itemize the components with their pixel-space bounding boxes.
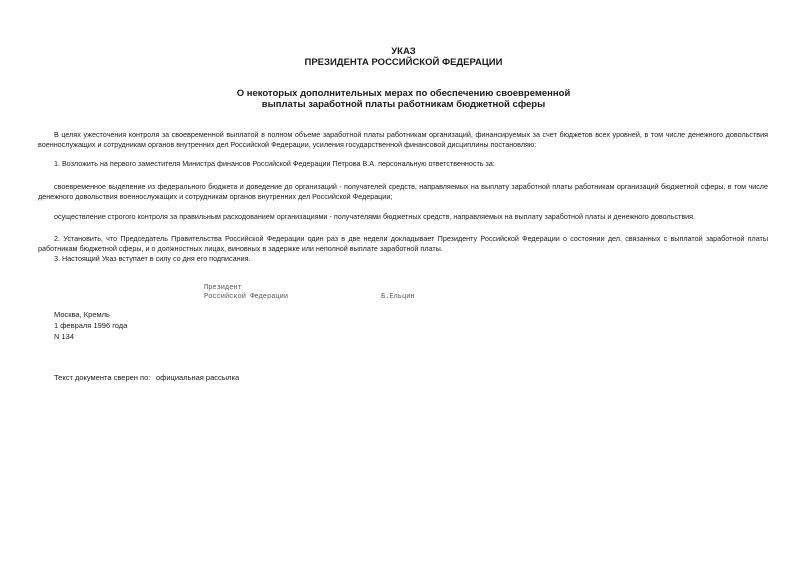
item-3-text: 3. Настоящий Указ вступает в силу со дня его подписания. [54,254,251,263]
item-1a-line-2: денежного довольствия военнослужащих и сотрудникам органов внутренних дел Российской Федерации; [38,192,393,201]
item-1-paragraph [38,159,768,169]
item-1-text: 1. Возложить на первого заместителя Министра финансов Российской Федерации Петрова В.А. персональную ответственность за: [54,159,495,168]
preamble-paragraph [38,130,768,150]
preamble-line-2: военнослужащих и сотрудникам органов внутренних дел Российской Федерации, усиления государственной финансовой дисциплины постановляю: [38,140,537,149]
issuer-title: ПРЕЗИДЕНТА РОССИЙСКОЙ ФЕДЕРАЦИИ [304,57,503,68]
signatory-title-line-2: Российской Федерации [204,293,289,301]
item-1a-paragraph [38,182,768,202]
document-type-title: УКАЗ [391,46,416,57]
preamble-line-1: В целях ужесточения контроля за своевременной выплатой в полном объеме заработной платы работникам организаций, финансируемых за счет бюджетов всех уровней, в том числе денежного довольствия [54,130,768,139]
signatory-title-line-1: Президент [204,284,242,292]
item-1b-paragraph [38,212,768,222]
verification-source: официальная рассылка [156,373,240,382]
signing-date: 1 февраля 1996 года [54,321,128,330]
document-number: N 134 [54,332,75,341]
item-2-line-1: 2. Установить, что Председатель Правительства Российской Федерации один раз в две недели докладывает Президенту Российской Федерации о состоянии дел, связанных с выплатой заработной платы [54,234,768,243]
item-2-line-2: работникам бюджетной сферы, и о должностных лицах, виновных в задержке или неполной выплате заработной платы. [38,244,443,253]
document-heading-line-1: О некоторых дополнительных мерах по обеспечению своевременной [236,88,571,99]
verification-label: Текст документа сверен по: [54,373,151,382]
item-2-paragraph [38,234,768,254]
signing-place: Москва, Кремль [54,310,110,319]
document-heading-line-2: выплаты заработной платы работникам бюджетной сферы [261,99,546,110]
signatory-name: Б.Ельцин [381,293,415,301]
item-1a-line-1: своевременное выделение из федерального бюджета и доведение до организаций - получателей средств, направляемых на выплату заработной платы работникам организаций бюджетной сферы, в том числе [54,182,768,191]
item-1b-text: осуществление строгого контроля за правильным расходованием организациями - получателями бюджетных средств, направляемых на выплату заработной платы и денежного довольствия. [54,212,696,221]
item-3-paragraph [38,254,768,264]
